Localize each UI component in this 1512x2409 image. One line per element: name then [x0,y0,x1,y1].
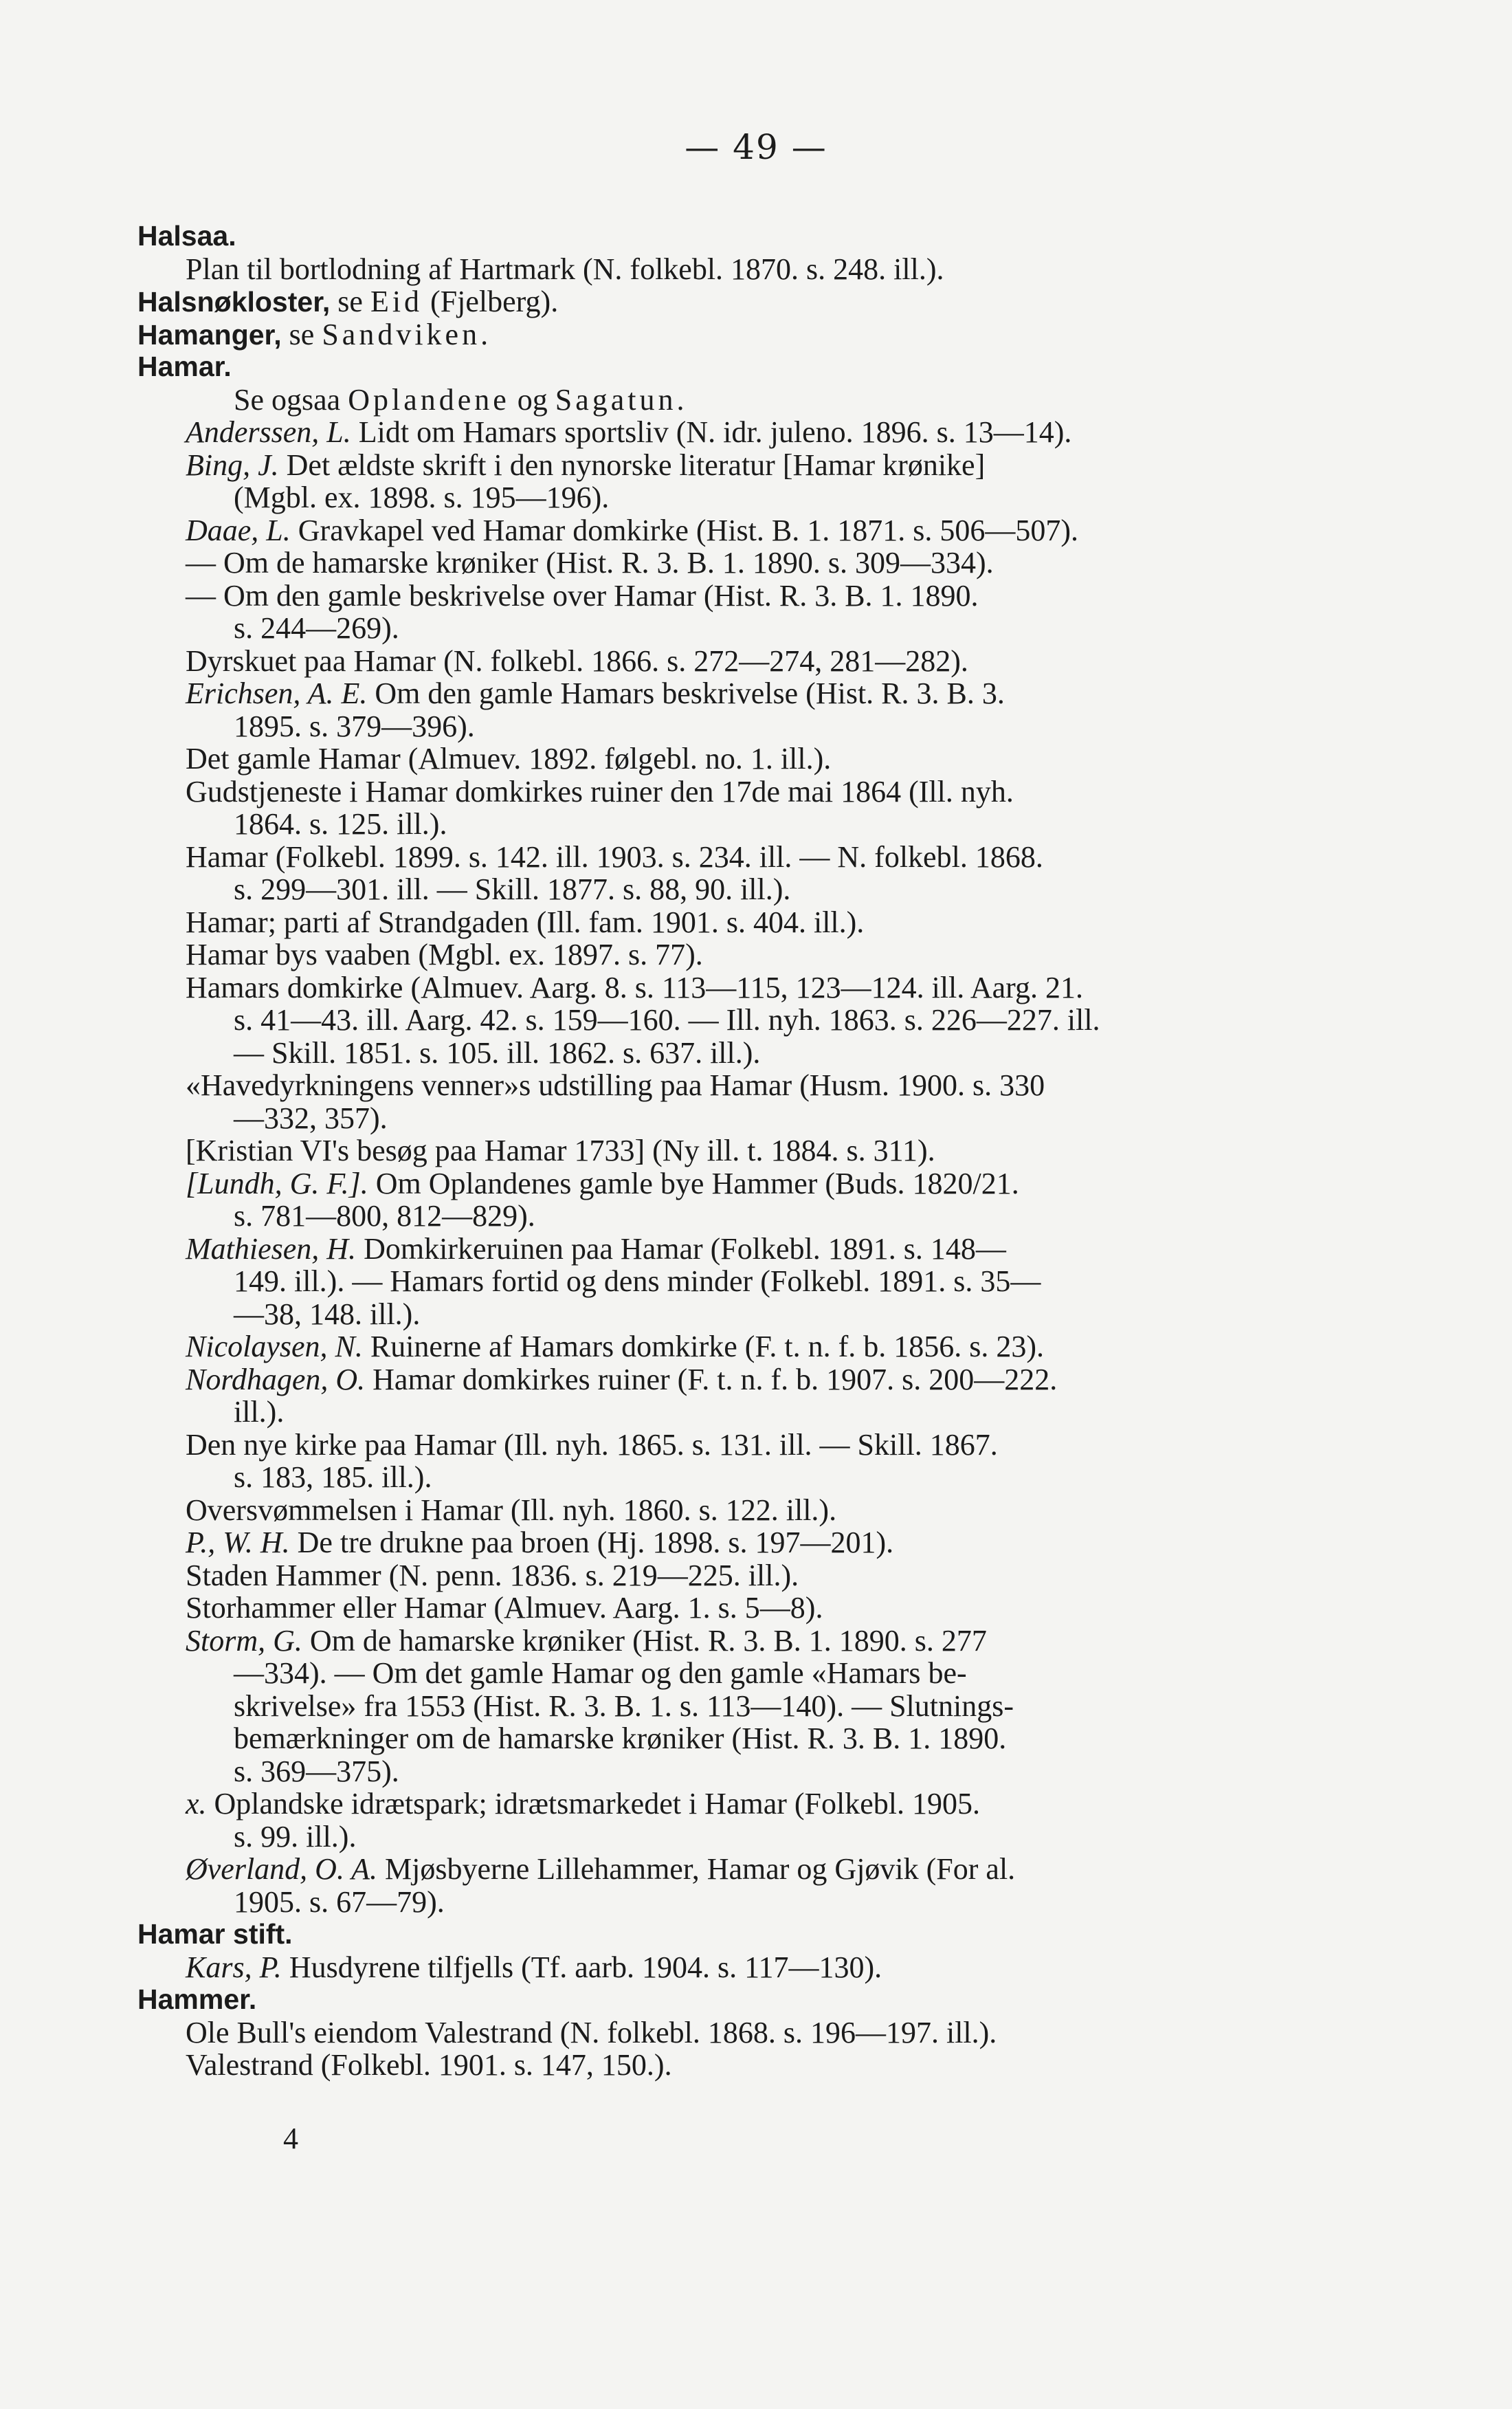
entry-text: s. 183, 185. ill.). [234,1460,432,1494]
bibliography-entry [137,1592,1320,1625]
entry-author: Bing, J. [186,448,279,482]
heading-see: se [281,317,322,351]
bibliography-entry [137,1559,1320,1592]
entry-text: Ruinerne af Hamars domkirke (F. t. n. f. b. 1856. s. 23). [362,1330,1045,1363]
bibliography-entry [137,2049,1320,2082]
bibliography-entry [137,514,1320,547]
bibliography-entry [137,776,1320,808]
entry-text: s. 99. ill.). [234,1819,357,1854]
entry-continuation [137,1722,1320,1755]
subject-heading [137,285,1320,318]
entry-text: Hamar domkirkes ruiner (F. t. n. f. b. 1907. s. 200—222. [365,1362,1058,1396]
entry-text: Det gamle Hamar (Almuev. 1892. følgebl. no. 1. ill.). [186,742,832,776]
entry-text: s. 781—800, 812—829). [234,1199,535,1233]
heading-reference: Sandviken [322,317,481,351]
entry-author: P., W. H. [186,1526,290,1559]
bibliography-entry [137,1069,1320,1102]
entry-text: s. 244—269). [234,611,399,645]
entry-text: Hamar; parti af Strandgaden (Ill. fam. 1901. s. 404. ill.). [186,905,865,939]
entry-continuation [137,1755,1320,1788]
entry-text: — Om den gamle beskrivelse over Hamar (Hist. R. 3. B. 1. 1890. [186,578,979,613]
entry-text: (Mgbl. ex. 1898. s. 195—196). [234,481,610,514]
entry-text: Plan til bortlodning af Hartmark (N. folkebl. 1870. s. 248. ill.). [186,252,944,286]
bibliography-entry [137,580,1320,613]
heading-text: Halsnøkloster, [137,286,331,318]
subject-heading [137,220,1320,253]
entry-text: [Kristian VI's besøg paa Hamar 1733] (Ny ill. t. 1884. s. 311). [186,1134,935,1167]
heading-text: Hamanger, [137,318,282,351]
bibliography-entry [137,645,1320,678]
entry-text: Om de hamarske krøniker (Hist. R. 3. B. 1. 1890. s. 277 [302,1623,987,1658]
entry-text: skrivelse» fra 1553 (Hist. R. 3. B. 1. s. 113—140). — Slutnings- [234,1688,1014,1723]
entry-text: 149. ill.). — Hamars fortid og dens minder (Folkebl. 1891. s. 35— [234,1264,1041,1298]
bibliography-entry [137,677,1320,710]
entry-author: Daae, L. [186,513,291,547]
entry-continuation [137,1004,1320,1037]
bibliography-entry [137,1134,1320,1167]
entry-text: Mjøsbyerne Lillehammer, Hamar og Gjøvik (For al. [377,1852,1016,1886]
entry-text: . [676,382,685,417]
entry-text: — Om de hamarske krøniker (Hist. R. 3. B. 1. 1890. s. 309—334). [186,546,994,580]
entry-text: —334). — Om det gamle Hamar og den gamle «Hamars be- [234,1656,967,1690]
entry-text: Det ældste skrift i den nynorske literatur [Hamar krønike] [278,448,986,482]
entry-author: Nicolaysen, N. [186,1330,363,1363]
entry-text: s. 369—375). [234,1754,399,1788]
entry-continuation [137,1037,1320,1070]
entry-author: x. [186,1787,207,1820]
entry-author: Øverland, O. A. [186,1852,378,1886]
entry-author: Anderssen, L. [186,415,351,449]
entry-text: Om Oplandenes gamle bye Hammer (Buds. 1820/21. [368,1166,1019,1200]
entry-text: Husdyrene tilfjells (Tf. aarb. 1904. s. 117—130). [281,1950,882,1984]
entry-text: og [509,382,555,417]
entry-text: bemærkninger om de hamarske krøniker (Hist. R. 3. B. 1. 1890. [234,1722,1007,1755]
entry-text: Valestrand (Folkebl. 1901. s. 147, 150.). [186,2048,672,2082]
bibliography-entry [137,841,1320,874]
entry-text: Gravkapel ved Hamar domkirke (Hist. B. 1. 1871. s. 506—507). [290,513,1079,547]
entry-continuation [137,1461,1320,1494]
bibliography-entry [137,906,1320,939]
signature-mark: 4 [283,2122,298,2155]
bibliography-entry [137,971,1320,1004]
entry-text: —332, 357). [234,1101,388,1135]
entry-continuation [137,1265,1320,1298]
entry-author: Mathiesen, H. [186,1231,357,1266]
heading-text: Hammer. [137,1983,257,2015]
entry-continuation [137,1200,1320,1233]
entry-text: Se ogsaa [234,382,348,417]
subject-heading [137,1983,1320,2016]
heading-see: se [330,285,370,318]
heading-reference: Eid [370,285,423,318]
heading-reference-tail: (Fjelberg). [423,285,559,318]
entry-continuation [137,1102,1320,1135]
entry-continuation [137,1657,1320,1690]
bibliography-entry [137,742,1320,776]
subject-heading [137,1918,1320,1951]
bibliography-entry [137,1788,1320,1820]
bibliography-entry [137,1494,1320,1527]
bibliography-entry [137,253,1320,286]
bibliography-entry [137,449,1320,482]
page-number: — 49 — [685,127,827,167]
entry-text: 1905. s. 67—79). [234,1884,445,1919]
entry-text: Lidt om Hamars sportsliv (N. idr. juleno. 1896. s. 13—14). [351,415,1072,449]
entry-text: Om den gamle Hamars beskrivelse (Hist. R. 3. B. 3. [367,676,1005,710]
entry-author: [Lundh, G. F.]. [186,1166,368,1200]
bibliography-entry [137,1167,1320,1200]
bibliography-entry [137,1526,1320,1559]
heading-text: Hamar stift. [137,1918,293,1950]
bibliography-entry [137,1853,1320,1886]
bibliography-entry [137,938,1320,971]
entry-text: — Skill. 1851. s. 105. ill. 1862. s. 637. ill.). [234,1035,761,1070]
entry-continuation [137,1298,1320,1331]
entry-continuation [137,1690,1320,1723]
entry-text: —38, 148. ill.). [234,1297,421,1331]
bibliography-entry [137,1625,1320,1658]
heading-reference-tail: . [480,317,489,351]
entry-text: Oplandske idrætspark; idrætsmarkedet i Hamar (Folkebl. 1905. [206,1787,980,1820]
entry-text: Gudstjeneste i Hamar domkirkes ruiner den 17de mai 1864 (Ill. nyh. [186,774,1014,808]
heading-text: Hamar. [137,351,232,382]
heading-text: Halsaa. [137,220,236,252]
subject-heading [137,318,1320,351]
entry-text: Domkirkeruinen paa Hamar (Folkebl. 1891. s. 148— [356,1231,1006,1266]
entry-continuation [137,612,1320,645]
entry-text: Hamar bys vaaben (Mgbl. ex. 1897. s. 77). [186,938,703,971]
bibliography-entry [137,1330,1320,1363]
entry-continuation [137,710,1320,743]
entry-text: Hamar (Folkebl. 1899. s. 142. ill. 1903. s. 234. ill. — N. folkebl. 1868. [186,839,1043,874]
entry-text: «Havedyrkningens venner»s udstilling paa Hamar (Husm. 1900. s. 330 [186,1068,1045,1102]
bibliography-entry [137,1233,1320,1266]
entry-text: De tre drukne paa broen (Hj. 1898. s. 197—201). [289,1526,894,1559]
bibliography-list [137,220,1320,2082]
entry-continuation [137,1820,1320,1854]
bibliography-entry [137,1363,1320,1396]
entry-text: Hamars domkirke (Almuev. Aarg. 8. s. 113—115, 123—124. ill. Aarg. 21. [186,970,1084,1004]
entry-text: 1864. s. 125. ill.). [234,807,447,841]
entry-continuation [137,808,1320,841]
subject-heading [137,351,1320,384]
entry-continuation [137,1396,1320,1429]
entry-text: Den nye kirke paa Hamar (Ill. nyh. 1865. s. 131. ill. — Skill. 1867. [186,1427,998,1462]
entry-author: Kars, P. [186,1950,282,1984]
entry-text: Ole Bull's eiendom Valestrand (N. folkebl. 1868. s. 196—197. ill.). [186,2015,997,2049]
entry-author: Erichsen, A. E. [186,676,368,710]
entry-text: 1895. s. 379—396). [234,709,475,743]
entry-author: Nordhagen, O. [186,1362,366,1396]
entry-continuation [137,481,1320,514]
entry-text: Staden Hammer (N. penn. 1836. s. 219—225. ill.). [186,1558,799,1592]
bibliography-entry [137,416,1320,449]
entry-text: Dyrskuet paa Hamar (N. folkebl. 1866. s. 272—274, 281—282). [186,644,968,678]
bibliography-entry [137,547,1320,580]
entry-continuation [137,384,1320,417]
entry-continuation [137,1886,1320,1919]
bibliography-entry [137,1429,1320,1462]
entry-text: Oversvømmelsen i Hamar (Ill. nyh. 1860. s. 122. ill.). [186,1493,837,1527]
bibliography-entry [137,1951,1320,1984]
entry-author: Storm, G. [186,1623,302,1658]
entry-reference: Oplandene [348,382,510,417]
entry-text: s. 299—301. ill. — Skill. 1877. s. 88, 90. ill.). [234,872,791,906]
entry-reference: Sagatun [555,382,677,417]
entry-text: Storhammer eller Hamar (Almuev. Aarg. 1. s. 5—8). [186,1591,823,1625]
entry-text: s. 41—43. ill. Aarg. 42. s. 159—160. — Ill. nyh. 1863. s. 226—227. ill. [234,1003,1100,1037]
entry-text: ill.). [234,1395,285,1429]
entry-continuation [137,873,1320,906]
bibliography-entry [137,2016,1320,2049]
